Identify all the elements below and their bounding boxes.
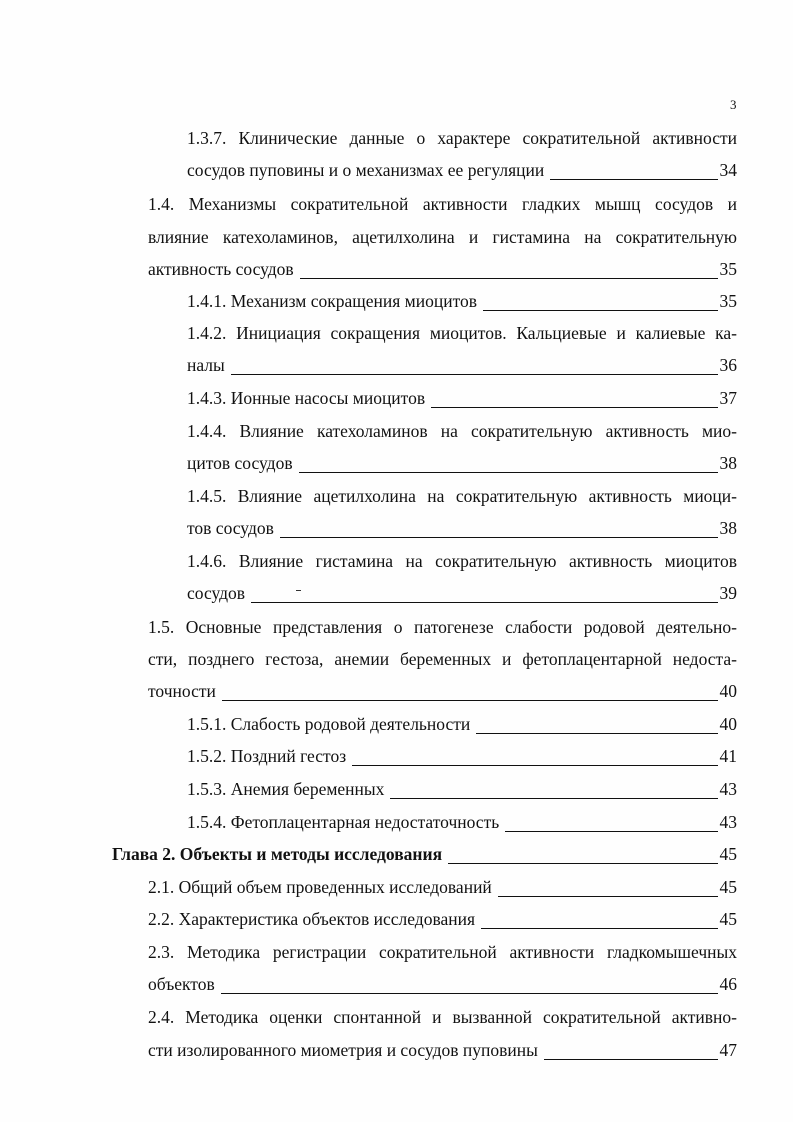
toc-page-number: 40	[719, 714, 737, 734]
leader-line	[231, 374, 718, 375]
leader-line	[550, 179, 717, 180]
toc-entry-1-4-3	[187, 385, 737, 411]
toc-entry-text: 2.2. Характеристика объектов исследования	[148, 909, 476, 929]
toc-page-number: 34	[719, 160, 737, 180]
toc-entry-2-1	[148, 874, 737, 900]
toc-entry-text: 1.5.1. Слабость родовой деятельности	[187, 714, 471, 734]
toc-entry-1-4-line1: 1.4. Механизмы сократительной активности гладких мышц сосудов и	[148, 194, 737, 214]
toc-entry-text: объектов	[148, 974, 215, 994]
toc-page-number: 47	[719, 1040, 737, 1060]
leader-line	[299, 472, 718, 473]
leader-line	[431, 407, 717, 408]
toc-page-number: 36	[719, 355, 737, 375]
toc-entry-text: 1.5.4. Фетоплацентарная недостаточность	[187, 812, 500, 832]
toc-entry-text: 1.5.3. Анемия беременных	[187, 779, 385, 799]
toc-entry-1-5-2	[187, 743, 737, 769]
toc-entry-1-4-1	[187, 288, 737, 314]
leader-line	[251, 602, 717, 603]
toc-entry-2-2	[148, 906, 737, 932]
toc-entry-1-4-4-line1: 1.4.4. Влияние катехоламинов на сократительную активность мио-	[187, 421, 737, 441]
toc-page-number: 45	[719, 909, 737, 929]
toc-entry-1-4-6-line1: 1.4.6. Влияние гистамина на сократительную активность миоцитов	[187, 551, 737, 571]
toc-entry-1-5-1	[187, 711, 737, 737]
toc-page-number: 45	[719, 877, 737, 897]
toc-entry-1-4-line2: влияние катехоламинов, ацетилхолина и гистамина на сократительную	[148, 227, 737, 247]
leader-line	[476, 733, 717, 734]
toc-entry-1-3-7-line2	[187, 157, 737, 183]
toc-page-number: 38	[719, 453, 737, 473]
leader-line	[221, 993, 718, 994]
toc-page-number: 35	[719, 259, 737, 279]
toc-entry-text: сти изолированного миометрия и сосудов пуповины	[148, 1040, 538, 1060]
toc-entry-1-4-6-line2	[187, 580, 737, 606]
leader-line	[280, 537, 718, 538]
toc-entry-text: точности	[148, 681, 216, 701]
toc-page-number: 39	[719, 583, 737, 603]
toc-page-number: 40	[719, 681, 737, 701]
leader-line	[481, 928, 717, 929]
toc-entry-1-5-3	[187, 776, 737, 802]
toc-entry-1-5-line1: 1.5. Основные представления о патогенезе слабости родовой деятельно-	[148, 617, 737, 637]
toc-entry-text: 1.4.1. Механизм сокращения миоцитов	[187, 291, 478, 311]
toc-page-number: 43	[719, 812, 737, 832]
toc-page-number: 43	[719, 779, 737, 799]
toc-entry-2-3-line1: 2.3. Методика регистрации сократительной активности гладкомышечных	[148, 942, 737, 962]
toc-chapter-2	[112, 841, 737, 867]
toc-page-number: 41	[719, 746, 737, 766]
toc-page-number: 38	[719, 518, 737, 538]
toc-entry-1-5-4	[187, 809, 737, 835]
toc-entry-text: 1.4.3. Ионные насосы миоцитов	[187, 388, 426, 408]
toc-entry-1-4-5-line2	[187, 515, 737, 541]
toc-entry-text: тов сосудов	[187, 518, 274, 538]
toc-entry-text: 2.1. Общий объем проведенных исследований	[148, 877, 492, 897]
leader-line	[498, 896, 718, 897]
toc-entry-text: сосудов	[187, 583, 246, 603]
toc-entry-text: цитов сосудов	[187, 453, 293, 473]
leader-line	[448, 863, 717, 864]
toc-entry-1-4-2-line2	[187, 352, 737, 378]
toc-entry-1-4-2-line1: 1.4.2. Инициация сокращения миоцитов. Кальциевые и калиевые ка-	[187, 323, 737, 343]
leader-line	[222, 700, 718, 701]
toc-entry-text: сосудов пуповины и о механизмах ее регуляции	[187, 160, 545, 180]
toc-entry-text: налы	[187, 355, 225, 375]
toc-page-number: 45	[719, 844, 737, 864]
toc-chapter-title: Глава 2. Объекты и методы исследования	[112, 844, 443, 864]
page-number: 3	[730, 97, 737, 112]
toc-page-number: 37	[719, 388, 737, 408]
toc-entry-text: 1.5.2. Поздний гестоз	[187, 746, 347, 766]
toc-page-number: 46	[719, 974, 737, 994]
toc-entry-1-5-line2: сти, позднего гестоза, анемии беременных и фетоплацентарной недоста-	[148, 649, 737, 669]
leader-line	[390, 798, 717, 799]
toc-entry-1-4-5-line1: 1.4.5. Влияние ацетилхолина на сократительную активность миоци-	[187, 486, 737, 506]
toc-entry-text: активность сосудов	[148, 259, 294, 279]
toc-entry-2-3-line2	[148, 971, 737, 997]
toc-entry-2-4-line1: 2.4. Методика оценки спонтанной и вызванной сократительной активно-	[148, 1007, 737, 1027]
leader-line	[505, 831, 717, 832]
leader-line	[483, 310, 717, 311]
toc-page-number: 35	[719, 291, 737, 311]
scan-speck	[296, 590, 301, 591]
toc-entry-1-4-4-line2	[187, 450, 737, 476]
toc-entry-1-3-7-line1: 1.3.7. Клинические данные о характере сократительной активности	[187, 128, 737, 148]
toc-entry-1-5-line3	[148, 678, 737, 704]
toc-entry-2-4-line2	[148, 1037, 737, 1063]
leader-line	[352, 765, 717, 766]
leader-line	[300, 278, 718, 279]
leader-line	[544, 1059, 718, 1060]
toc-entry-1-4-line3	[148, 256, 737, 282]
